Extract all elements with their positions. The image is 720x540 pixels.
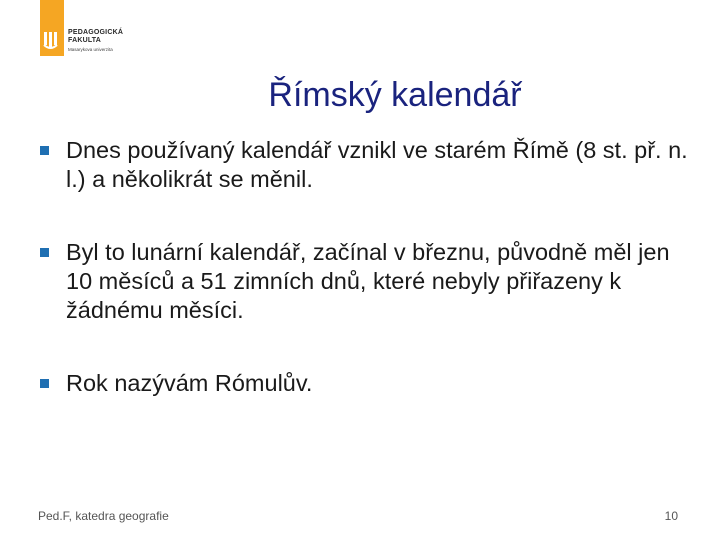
slide-title: Římský kalendář (268, 76, 522, 114)
bullet-square-icon (40, 146, 49, 155)
logo-line1: PEDAGOGICKÁ (68, 29, 124, 36)
bullet-item (38, 136, 688, 194)
bullet-square-icon (40, 248, 49, 257)
bullet-text: Rok nazývám Rómulův. (66, 370, 313, 396)
bullet-text: Dnes používaný kalendář vznikl ve starém Římě (8 st. př. n. l.) a několikrát se měnil. (66, 137, 688, 192)
bullet-list (38, 136, 688, 398)
logo-line2: FAKULTA (68, 37, 102, 44)
faculty-logo (40, 0, 132, 60)
logo-subtitle: Masarykova univerzita (68, 47, 113, 52)
footer-department: Ped.F, katedra geografie (38, 509, 169, 523)
page-number: 10 (664, 509, 678, 523)
bullet-item (38, 238, 688, 325)
logo-text (68, 29, 123, 45)
university-emblem-icon (43, 30, 61, 50)
bullet-text: Byl to lunární kalendář, začínal v březnu, původně měl jen 10 měsíců a 51 zimních dnů, které nebyly přiřazeny k žádnému měsíci. (66, 239, 670, 323)
logo-mark (40, 0, 64, 56)
bullet-item (38, 369, 688, 398)
bullet-square-icon (40, 379, 49, 388)
